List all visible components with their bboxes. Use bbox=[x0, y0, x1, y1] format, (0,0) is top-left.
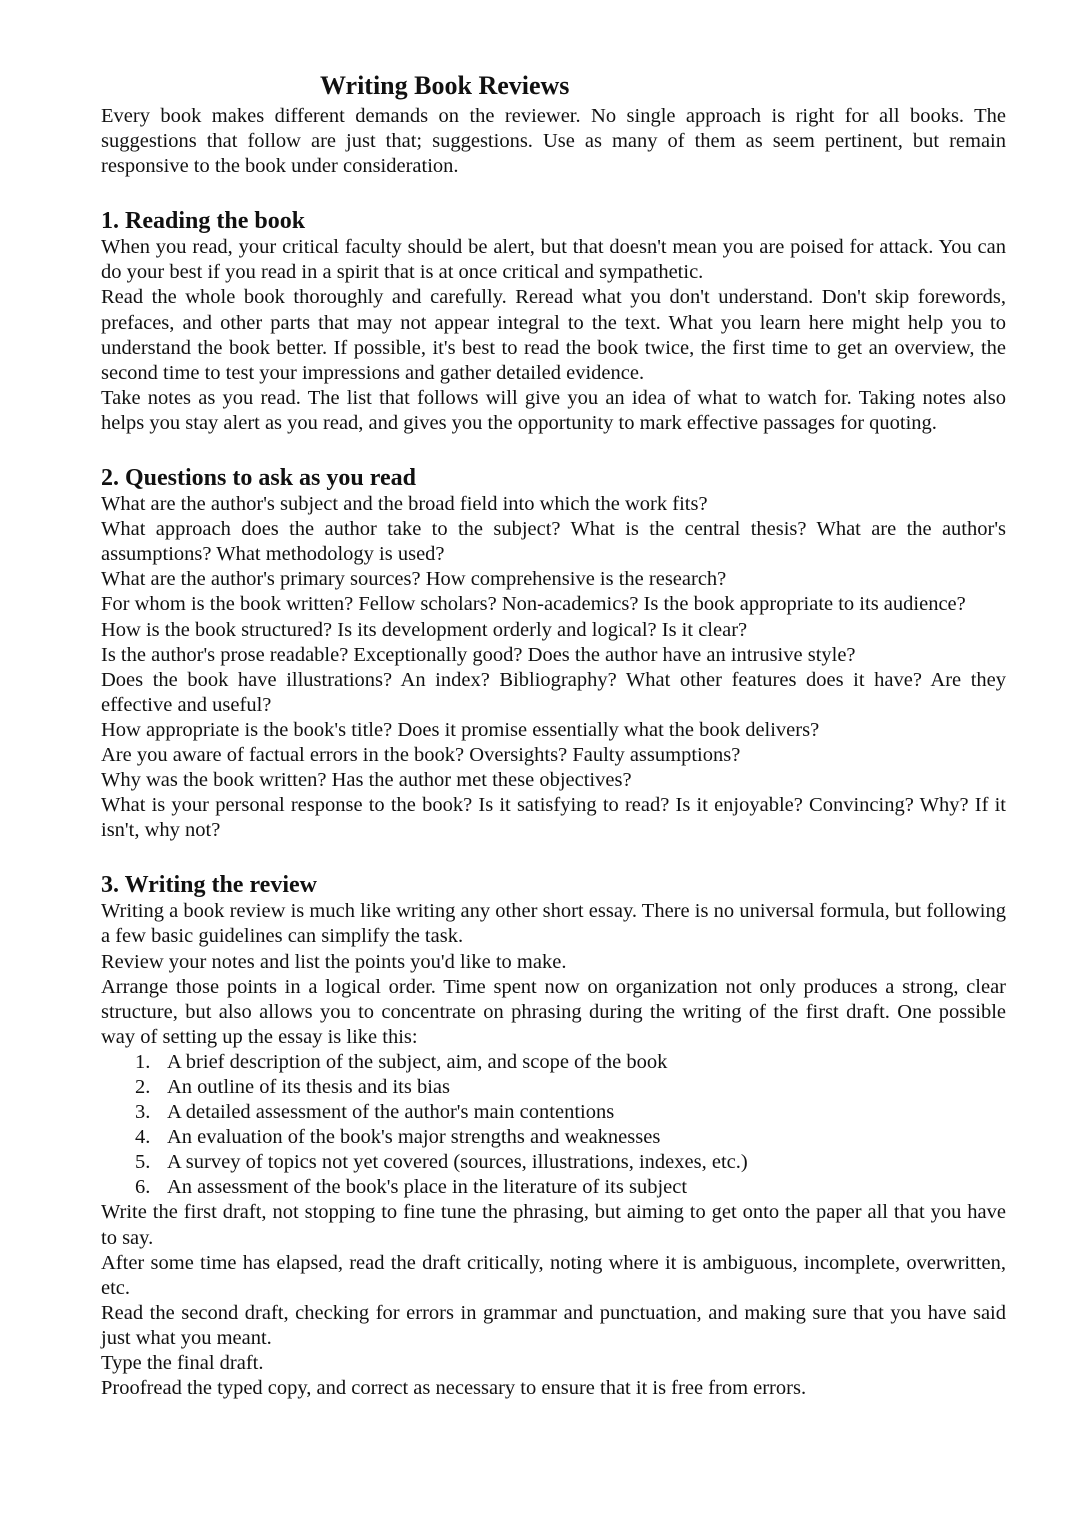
paragraph: Writing a book review is much like writing any other short essay. There is no universal formula, but following a few basic guidelines can simplify the task. bbox=[101, 900, 1006, 948]
list-item-text: A brief description of the subject, aim, and scope of the book bbox=[167, 1050, 668, 1073]
question-line: Is the author's prose readable? Exceptionally good? Does the author have an intrusive style? bbox=[101, 643, 856, 666]
document-title: Writing Book Reviews bbox=[320, 71, 570, 100]
list-item-text: A detailed assessment of the author's main contentions bbox=[167, 1101, 615, 1124]
question-line: What is your personal response to the book? Is it satisfying to read? Is it enjoyable? Convincing? Why? If it isn't, why not? bbox=[101, 794, 1006, 842]
list-item-number: 6. bbox=[135, 1176, 151, 1199]
paragraph: Write the first draft, not stopping to fine tune the phrasing, but aiming to get onto the paper all that you have to say. bbox=[101, 1201, 1006, 1249]
paragraph: Read the second draft, checking for errors in grammar and punctuation, and making sure that you have said just what you meant. bbox=[101, 1301, 1006, 1349]
list-item-text: An outline of its thesis and its bias bbox=[167, 1076, 450, 1098]
list-item-number: 4. bbox=[135, 1126, 151, 1149]
section-reading-the-book bbox=[101, 207, 1006, 436]
list-item-text: A survey of topics not yet covered (sources, illustrations, indexes, etc.) bbox=[167, 1151, 748, 1174]
intro-paragraph: Every book makes different demands on the reviewer. No single approach is right for all books. The suggestions that follow are just that; suggestions. Use as many of them as seem pertinent, but remain responsive to the book under consideration. bbox=[101, 105, 1006, 178]
question-line: How appropriate is the book's title? Does it promise essentially what the book delivers? bbox=[101, 718, 820, 741]
document-body bbox=[101, 70, 1006, 1401]
question-line: Does the book have illustrations? An index? Bibliography? What other features does it have? Are they effective and useful? bbox=[101, 668, 1006, 716]
list-item bbox=[101, 1100, 1006, 1125]
section-heading: 2. Questions to ask as you read bbox=[101, 465, 416, 492]
paragraph: Type the final draft. bbox=[101, 1352, 264, 1375]
list-item bbox=[101, 1150, 1006, 1175]
section-heading: 1. Reading the book bbox=[101, 208, 306, 235]
question-line: What approach does the author take to the subject? What is the central thesis? What are the author's assumptions? What methodology is used? bbox=[101, 518, 1006, 566]
paragraph: Review your notes and list the points you'd like to make. bbox=[101, 950, 567, 973]
question-line: For whom is the book written? Fellow scholars? Non-academics? Is the book appropriate to its audience? bbox=[101, 593, 966, 616]
question-line: What are the author's subject and the broad field into which the work fits? bbox=[101, 493, 708, 516]
question-line: What are the author's primary sources? How comprehensive is the research? bbox=[101, 568, 727, 591]
list-item-number: 1. bbox=[135, 1050, 151, 1073]
essay-structure-list bbox=[101, 1050, 1006, 1201]
question-line: How is the book structured? Is its development orderly and logical? Is it clear? bbox=[101, 618, 748, 641]
question-line: Why was the book written? Has the author met these objectives? bbox=[101, 769, 632, 792]
list-item-number: 2. bbox=[135, 1076, 151, 1098]
list-item-number: 3. bbox=[135, 1101, 151, 1124]
paragraph: When you read, your critical faculty should be alert, but that doesn't mean you are poised for attack. You can do your best if you read in a spirit that is at once critical and sympathetic. bbox=[101, 236, 1006, 284]
list-item bbox=[101, 1050, 1006, 1075]
list-item-number: 5. bbox=[135, 1151, 151, 1174]
list-item bbox=[101, 1175, 1006, 1200]
paragraph: Take notes as you read. The list that follows will give you an idea of what to watch for. Taking notes also helps you stay alert as you read, and gives you the opportunity to mark effective passages for quoting. bbox=[101, 386, 1006, 434]
list-item-text: An assessment of the book's place in the literature of its subject bbox=[167, 1176, 688, 1199]
question-line: Are you aware of factual errors in the book? Oversights? Faulty assumptions? bbox=[101, 743, 741, 766]
list-item bbox=[101, 1075, 1006, 1100]
section-writing-the-review bbox=[101, 871, 1006, 1401]
section-heading: 3. Writing the review bbox=[101, 872, 317, 899]
paragraph: Read the whole book thoroughly and carefully. Reread what you don't understand. Don't skip forewords, prefaces, and other parts that may not appear integral to the text. What you learn here might help you to understand the book better. If possible, it's best to read the book twice, the first time to get an overview, the second time to test your impressions and gather detailed evidence. bbox=[101, 286, 1006, 384]
paragraph: Arrange those points in a logical order. Time spent now on organization not only produces a strong, clear structure, but also allows you to concentrate on phrasing during the writing of the first draft. One possible way of setting up the essay is like this: bbox=[101, 975, 1006, 1048]
list-item bbox=[101, 1125, 1006, 1150]
list-item-text: An evaluation of the book's major strengths and weaknesses bbox=[167, 1126, 661, 1149]
paragraph: Proofread the typed copy, and correct as necessary to ensure that it is free from errors. bbox=[101, 1377, 807, 1400]
paragraph: After some time has elapsed, read the draft critically, noting where it is ambiguous, incomplete, overwritten, etc. bbox=[101, 1251, 1006, 1299]
section-questions-to-ask bbox=[101, 464, 1006, 843]
